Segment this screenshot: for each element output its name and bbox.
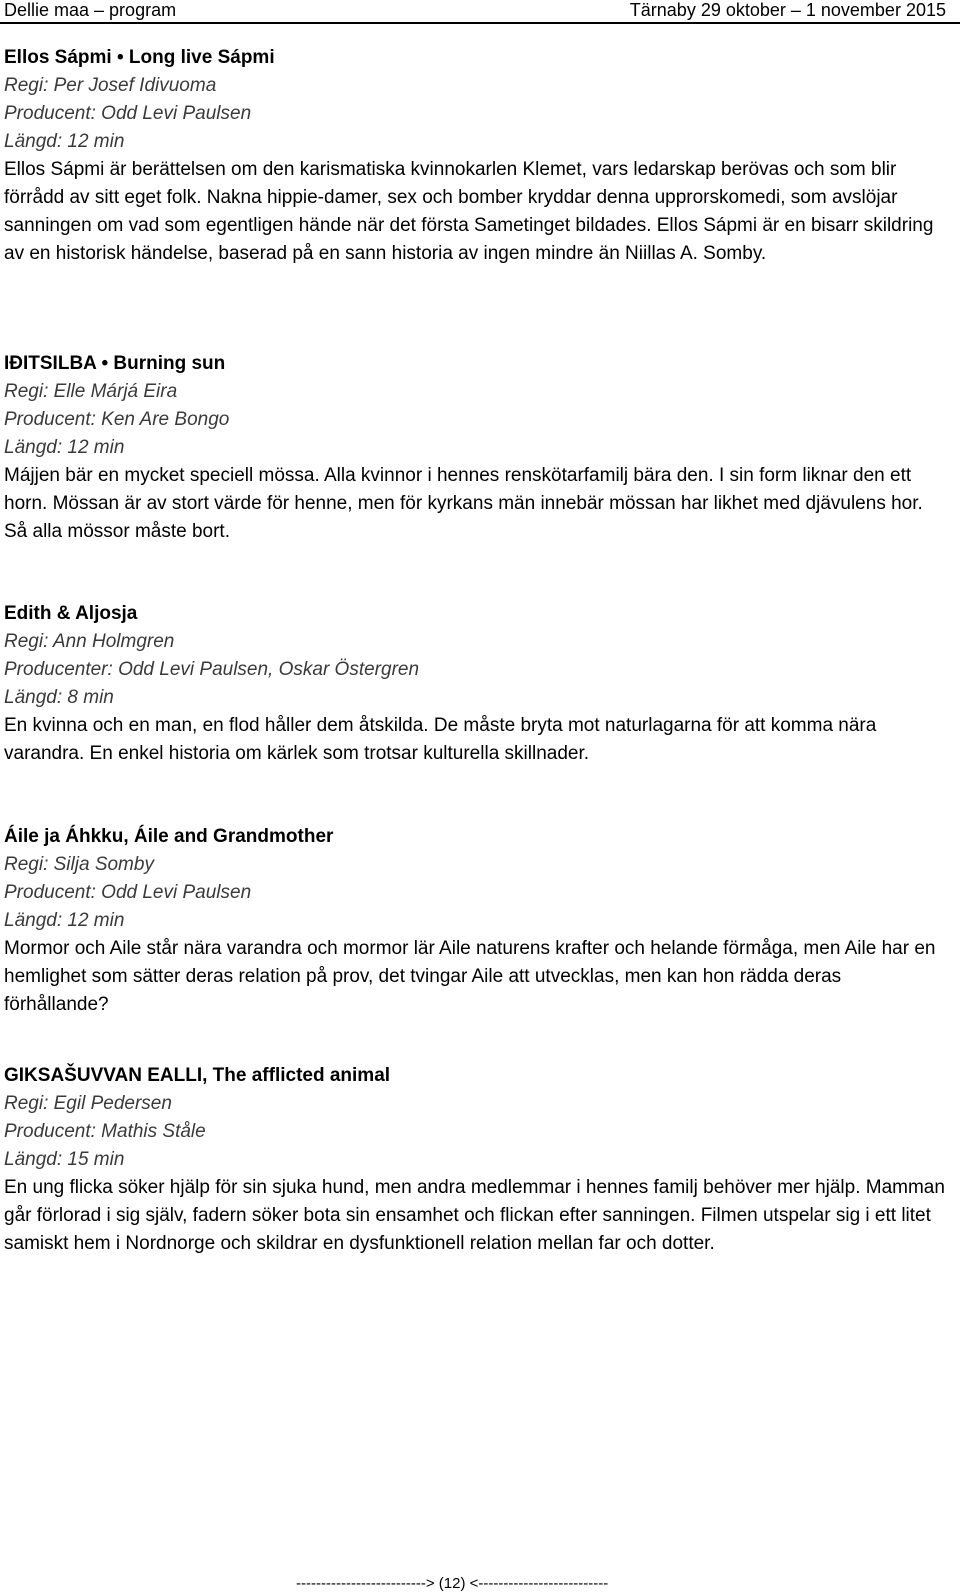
film-entry-aile-ja-ahkku — [4, 823, 949, 1019]
film-producer: Producent: Odd Levi Paulsen — [4, 882, 252, 903]
film-director: Regi: Ann Holmgren — [4, 631, 175, 652]
film-producer: Producent: Ken Are Bongo — [4, 409, 230, 430]
film-producer: Producent: Odd Levi Paulsen — [4, 103, 252, 124]
film-title: Edith & Aljosja — [4, 603, 138, 624]
film-entry-ellos-sapmi — [4, 44, 949, 268]
header-program-title: Dellie maa – program — [4, 0, 177, 20]
film-length: Längd: 8 min — [4, 687, 114, 708]
header-divider — [0, 22, 960, 24]
page-header — [0, 0, 960, 22]
film-entry-iditsilba — [4, 350, 949, 546]
film-producer: Producent: Mathis Ståle — [4, 1121, 206, 1142]
film-director: Regi: Silja Somby — [4, 854, 154, 875]
film-entry-giksasuvvan-ealli — [4, 1062, 949, 1258]
film-title: Ellos Sápmi • Long live Sápmi — [4, 47, 275, 68]
header-date-location: Tärnaby 29 oktober – 1 november 2015 — [629, 0, 946, 20]
film-director: Regi: Egil Pedersen — [4, 1093, 172, 1114]
film-producer: Producenter: Odd Levi Paulsen, Oskar Östergren — [4, 659, 420, 680]
page-number-marker: --------------------------> (12) <-------------------------- — [296, 1575, 609, 1592]
film-title: GIKSAŠUVVAN EALLI, The afflicted animal — [4, 1065, 391, 1086]
film-length: Längd: 15 min — [4, 1149, 125, 1170]
film-length: Längd: 12 min — [4, 131, 125, 152]
film-length: Längd: 12 min — [4, 437, 125, 458]
film-description: En kvinna och en man, en flod håller dem åtskilda. De måste bryta mot naturlagarna för att komma nära varandra. En enkel historia om kärlek som trotsar kulturella skillnader. — [4, 715, 877, 764]
film-length: Längd: 12 min — [4, 910, 125, 931]
film-description: En ung flicka söker hjälp för sin sjuka hund, men andra medlemmar i hennes familj behöver mer hjälp. Mamman går förlorad i sig själv, fadern söker bota sin ensamhet och flickan efter sanningen. Filmen utspelar sig i ett litet samiskt hem i Nordnorge och skildrar en dysfunktionell relation mellan far och dotter. — [4, 1177, 945, 1254]
film-entry-edith-aljosja — [4, 600, 949, 768]
film-description: Májjen bär en mycket speciell mössa. Alla kvinnor i hennes renskötarfamilj bära den. I sin form liknar den ett horn. Mössan är av stort värde för henne, men för kyrkans män innebär mössan har likhet med djävulens hor. Så alla mössor måste bort. — [4, 465, 923, 542]
film-description: Ellos Sápmi är berättelsen om den karismatiska kvinnokarlen Klemet, vars ledarskap berövas och som blir förrådd av sitt eget folk. Nakna hippie-damer, sex och bomber kryddar denna upprorskomedi, som avslöjar sanningen om vad som egentligen hände när det första Sametinget bildades. Ellos Sápmi är en bisarr skildring av en historisk händelse, baserad på en sann historia av ingen mindre än Niillas A. Somby. — [4, 159, 934, 264]
film-title: IÐITSILBA • Burning sun — [4, 353, 226, 374]
film-director: Regi: Per Josef Idivuoma — [4, 75, 217, 96]
film-description: Mormor och Aile står nära varandra och mormor lär Aile naturens krafter och helande förmåga, men Aile har en hemlighet som sätter deras relation på prov, det tvingar Aile att utvecklas, men kan hon rädda deras förhållande? — [4, 938, 936, 1015]
film-director: Regi: Elle Márjá Eira — [4, 381, 178, 402]
film-title: Áile ja Áhkku, Áile and Grandmother — [4, 826, 334, 847]
